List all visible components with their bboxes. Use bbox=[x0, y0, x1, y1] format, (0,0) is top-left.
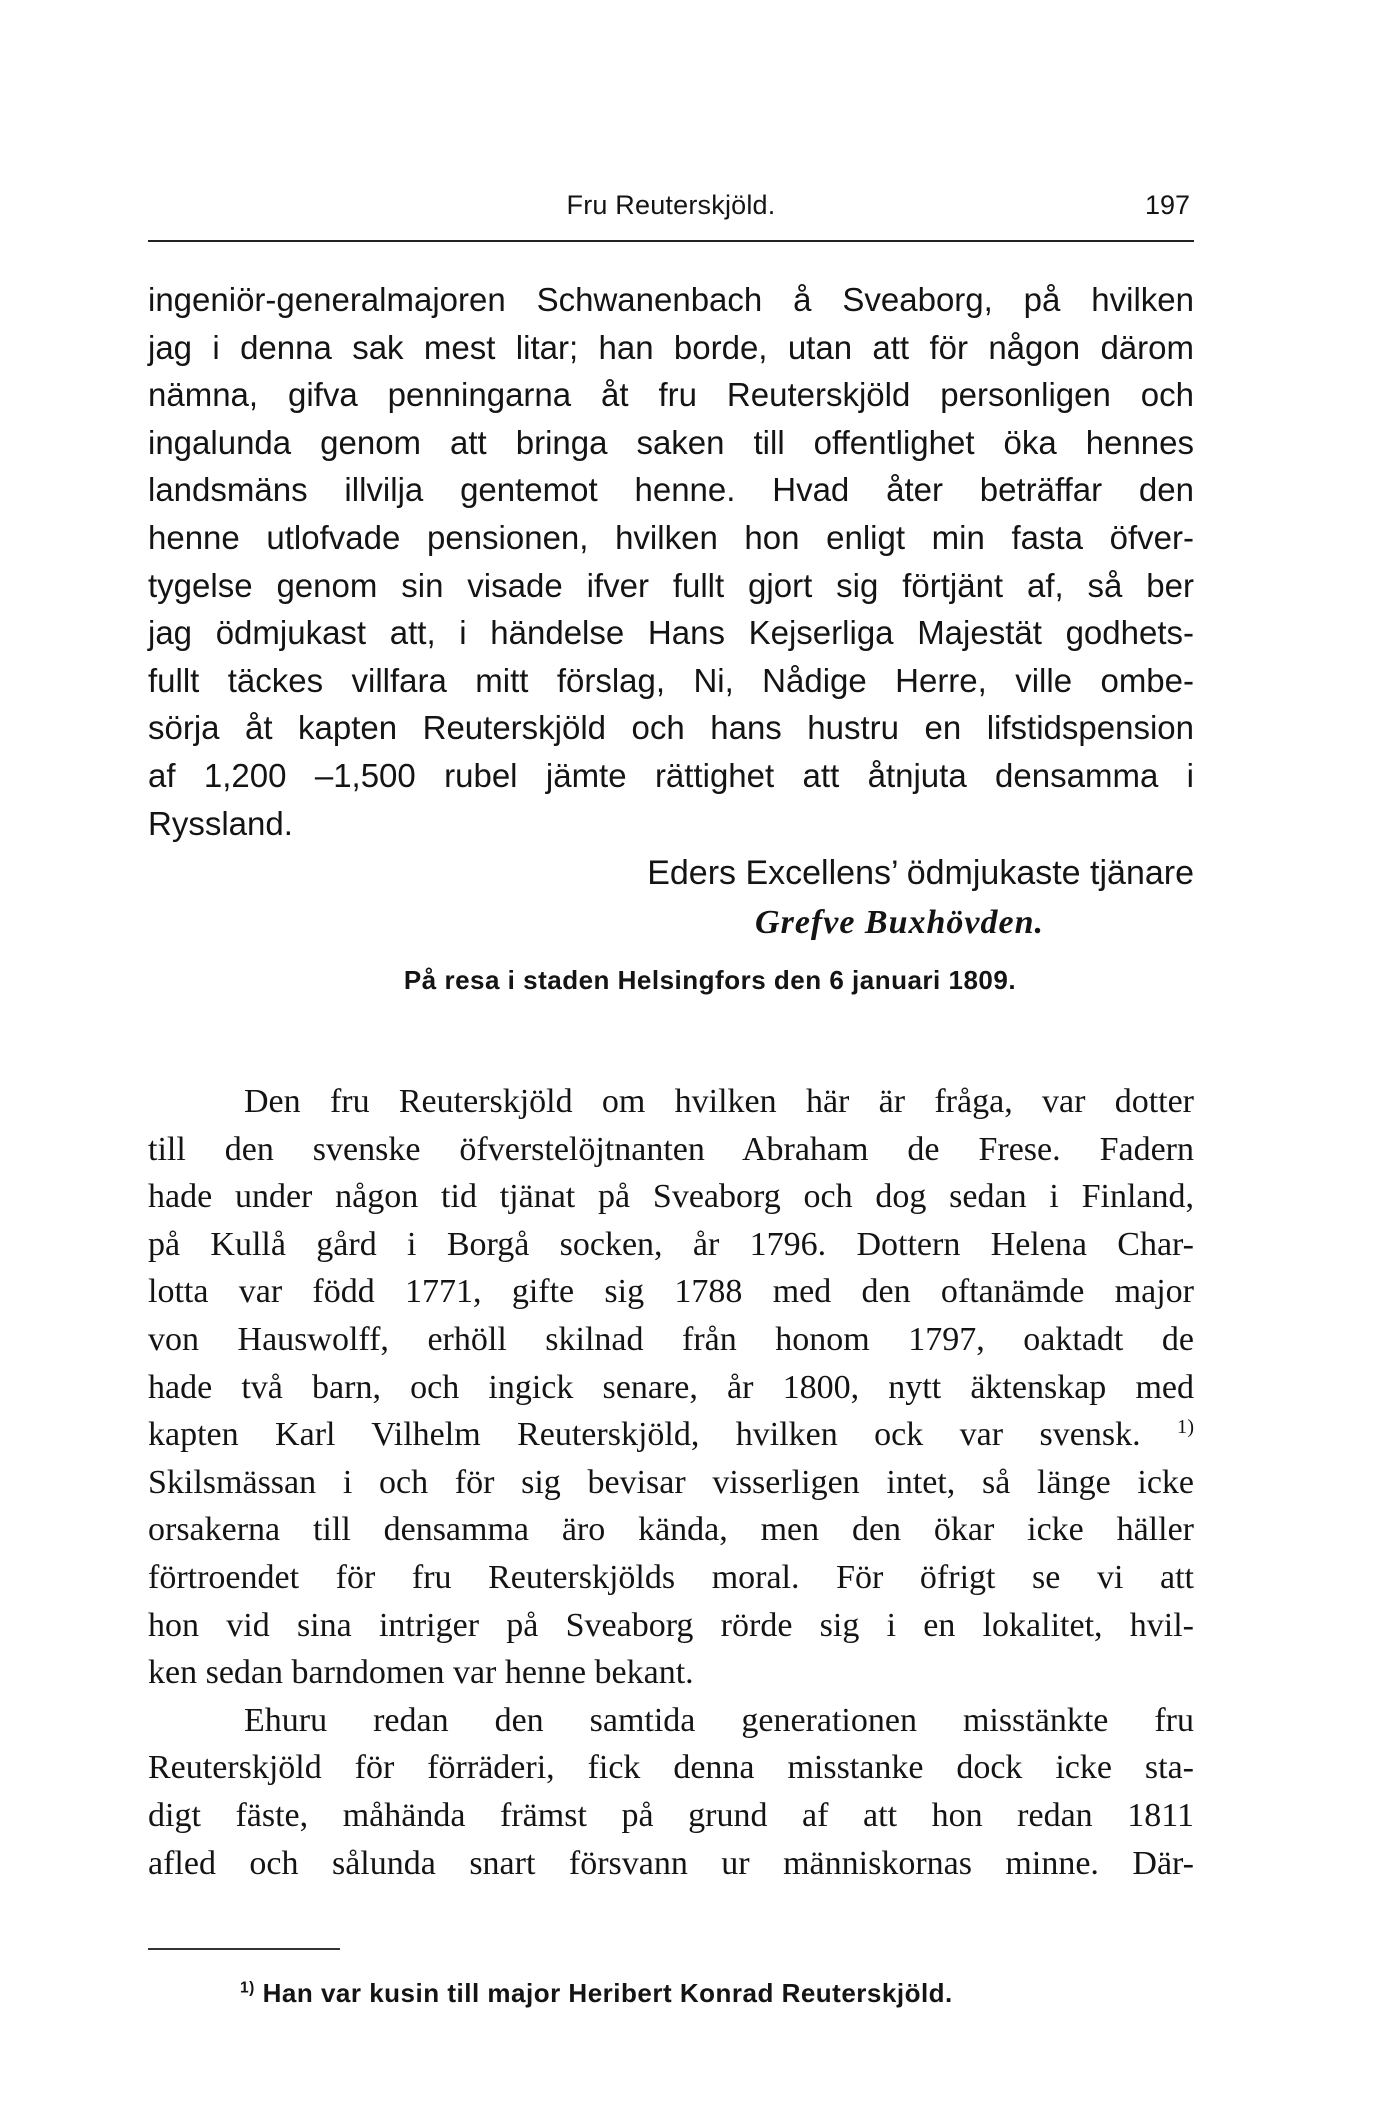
text-line: Reuterskjöld för förräderi, fick denna misstanke dock icke sta- bbox=[148, 1749, 1194, 1787]
letter-dateline: På resa i staden Helsingfors den 6 januari 1809. bbox=[403, 965, 1017, 995]
running-header bbox=[148, 190, 1194, 230]
text-line: hade under någon tid tjänat på Sveaborg och dog sedan i Finland, bbox=[148, 1178, 1194, 1216]
text-line: till den svenske öfverstelöjtnanten Abraham de Frese. Fadern bbox=[148, 1130, 1194, 1168]
text-segment: kapten Karl Vilhelm Reuterskjöld, hvilken ock var svensk. bbox=[148, 1416, 1141, 1454]
letter-text bbox=[148, 276, 1194, 847]
page-number: 197 bbox=[1144, 190, 1190, 220]
text-line: af 1,200 –1,500 rubel jämte rättighet att åtnjuta densamma i bbox=[148, 756, 1194, 794]
text-line: ingalunda genom att bringa saken till offentlighet öka hennes bbox=[148, 423, 1194, 461]
text-line: jag i denna sak mest litar; han borde, utan att för någon därom bbox=[148, 328, 1194, 366]
text-line: Ryssland. bbox=[148, 804, 293, 842]
footnote-text: Han var kusin till major Heribert Konrad Reuterskjöld. bbox=[262, 1978, 953, 2008]
footnote-rule bbox=[148, 1948, 340, 1950]
text-line: henne utlofvade pensionen, hvilken hon enligt min fasta öfver- bbox=[148, 518, 1194, 556]
text-line: jag ödmjukast att, i händelse Hans Kejserliga Majestät godhets- bbox=[148, 614, 1194, 652]
text-line: förtroendet för fru Reuterskjölds moral. För öfrigt se vi att bbox=[148, 1558, 1194, 1596]
text-line: lotta var född 1771, gifte sig 1788 med den oftanämde major bbox=[148, 1273, 1194, 1311]
footnote-marker: 1) bbox=[240, 1979, 255, 1997]
letter-closing: Eders Excellens’ ödmjukaste tjänare bbox=[647, 854, 1194, 892]
text-line: landsmäns illvilja gentemot henne. Hvad åter beträffar den bbox=[148, 471, 1194, 509]
text-line: hon vid sina intriger på Sveaborg rörde sig i en lokalitet, hvil- bbox=[148, 1606, 1194, 1644]
text-line: ken sedan barndomen var henne bekant. bbox=[148, 1654, 694, 1692]
letter-signature: Grefve Buxhövden. bbox=[755, 904, 1044, 941]
footnote bbox=[240, 1978, 953, 2009]
text-line: Den fru Reuterskjöld om hvilken här är fråga, var dotter bbox=[244, 1083, 1194, 1120]
footnote-reference: 1) bbox=[1177, 1415, 1195, 1438]
body-text bbox=[148, 1078, 1194, 1887]
text-line: sörja åt kapten Reuterskjöld och hans hustru en lifstidspension bbox=[148, 709, 1194, 747]
text-line-with-footnote-ref bbox=[148, 1411, 1194, 1459]
text-line: på Kullå gård i Borgå socken, år 1796. Dottern Helena Char- bbox=[148, 1225, 1194, 1263]
text-line: orsakerna till densamma äro kända, men den ökar icke häller bbox=[148, 1511, 1194, 1549]
text-line: hade två barn, och ingick senare, år 1800, nytt äktenskap med bbox=[148, 1368, 1194, 1406]
running-title: Fru Reuterskjöld. bbox=[566, 190, 776, 220]
text-line: nämna, gifva penningarna åt fru Reuterskjöld personligen och bbox=[148, 376, 1194, 414]
text-line: afled och sålunda snart försvann ur människornas minne. Där- bbox=[148, 1844, 1194, 1882]
text-line: tygelse genom sin visade ifver fullt gjort sig förtjänt af, så ber bbox=[148, 566, 1194, 604]
header-rule bbox=[148, 240, 1194, 242]
text-line: von Hauswolff, erhöll skilnad från honom 1797, oaktadt de bbox=[148, 1320, 1194, 1358]
text-line: Ehuru redan den samtida generationen misstänkte fru bbox=[244, 1701, 1194, 1739]
text-line: Skilsmässan i och för sig bevisar visserligen intet, så länge icke bbox=[148, 1463, 1194, 1501]
text-line: ingeniör-generalmajoren Schwanenbach å Sveaborg, på hvilken bbox=[148, 281, 1194, 318]
text-line: fullt täckes villfara mitt förslag, Ni, Nådige Herre, ville ombe- bbox=[148, 661, 1194, 699]
text-line: digt fäste, måhända främst på grund af att hon redan 1811 bbox=[148, 1796, 1194, 1834]
